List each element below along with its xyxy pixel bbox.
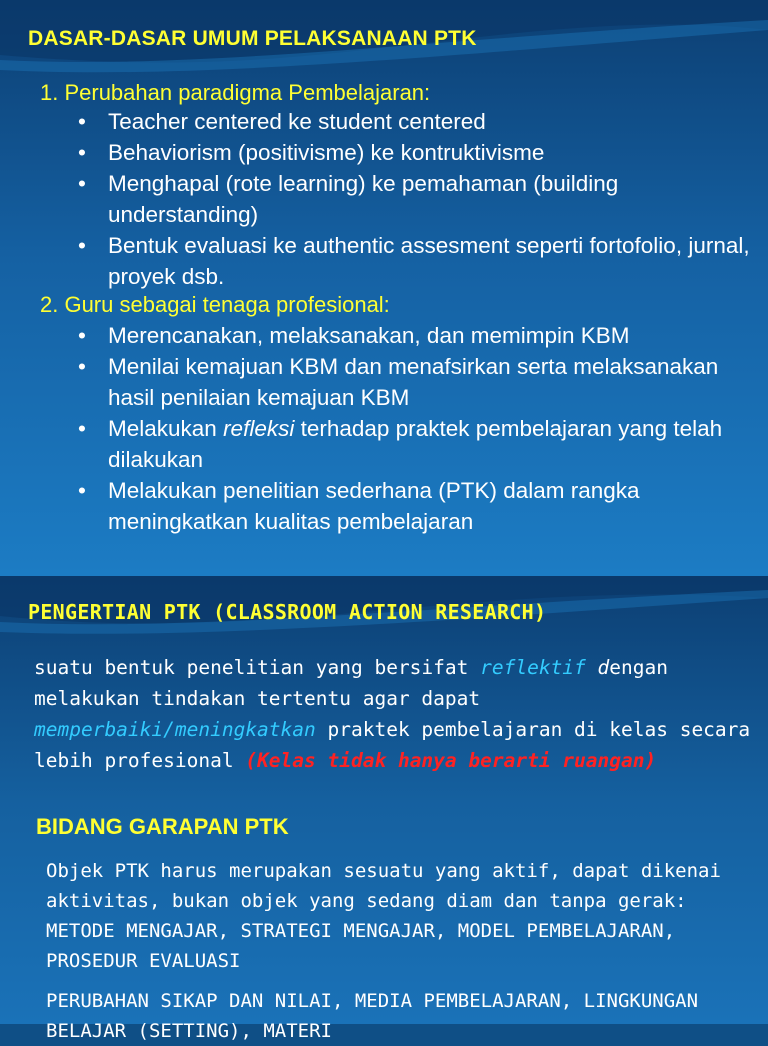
body-paragraph-1: Objek PTK harus merupakan sesuatu yang aktif, dapat dikenai aktivitas, bukan objek yang sedang diam dan tanpa gerak: METODE MENGAJAR, STRATEGI MENGAJAR, MODEL PEMBELAJARAN, PROSEDUR EVALUASI: [46, 860, 721, 972]
list-item: • Menilai kemajuan KBM dan menafsirkan serta melaksanakan hasil penilaian kemajuan KBM: [78, 351, 758, 413]
emphasis-kelas: (Kelas tidak hanya berarti ruangan): [245, 749, 657, 772]
slide-title: DASAR-DASAR UMUM PELAKSANAAN PTK: [28, 27, 477, 50]
bullet-list-1: [78, 106, 758, 292]
refleksi-word: refleksi: [223, 416, 295, 441]
section-heading-1: 1. Perubahan paradigma Pembelajaran:: [40, 80, 431, 105]
list-item: • Behaviorism (positivisme) ke kontruktivisme: [78, 137, 758, 168]
list-item: • Merencanakan, melaksanakan, dan memimpin KBM: [78, 320, 758, 351]
body-paragraph-2: PERUBAHAN SIKAP DAN NILAI, MEDIA PEMBELAJARAN, LINGKUNGAN BELAJAR (SETTING), MATERI: [46, 990, 699, 1042]
bullet-dot: •: [78, 233, 86, 258]
list-item: • Teacher centered ke student centered: [78, 106, 758, 137]
bullet-dot: •: [78, 354, 86, 379]
list-item: • Melakukan refleksi terhadap praktek pembelajaran yang telah dilakukan: [78, 413, 758, 475]
list-item: • Menghapal (rote learning) ke pemahaman (building understanding): [78, 168, 758, 230]
definition-paragraph: suatu bentuk penelitian yang bersifat reflektif dengan melakukan tindakan tertentu agar dapat memperbaiki/meningkatkan praktek pembelajaran di kelas secara lebih profesional (Kelas tidak hanya berarti ruangan): [34, 656, 751, 772]
bullet-dot: •: [78, 323, 86, 348]
list-item: • Bentuk evaluasi ke authentic assesment seperti fortofolio, jurnal, proyek dsb.: [78, 230, 758, 292]
emphasis-memperbaiki: memperbaiki/meningkatkan: [34, 718, 316, 741]
section-subtitle: BIDANG GARAPAN PTK: [36, 814, 289, 839]
bullet-list-2: [78, 320, 758, 537]
emphasis-reflektif: reflektif: [480, 656, 586, 679]
list-item: • Melakukan penelitian sederhana (PTK) dalam rangka meningkatkan kualitas pembelajaran: [78, 475, 758, 537]
bullet-dot: •: [78, 478, 86, 503]
bullet-dot: •: [78, 140, 86, 165]
bullet-dot: •: [78, 416, 86, 441]
slide-2: [0, 576, 768, 1042]
bullet-dot: •: [78, 109, 86, 134]
section-heading-2: 2. Guru sebagai tenaga profesional:: [40, 292, 390, 317]
bullet-dot: •: [78, 171, 86, 196]
slide-title: PENGERTIAN PTK (CLASSROOM ACTION RESEARCH): [28, 600, 547, 624]
